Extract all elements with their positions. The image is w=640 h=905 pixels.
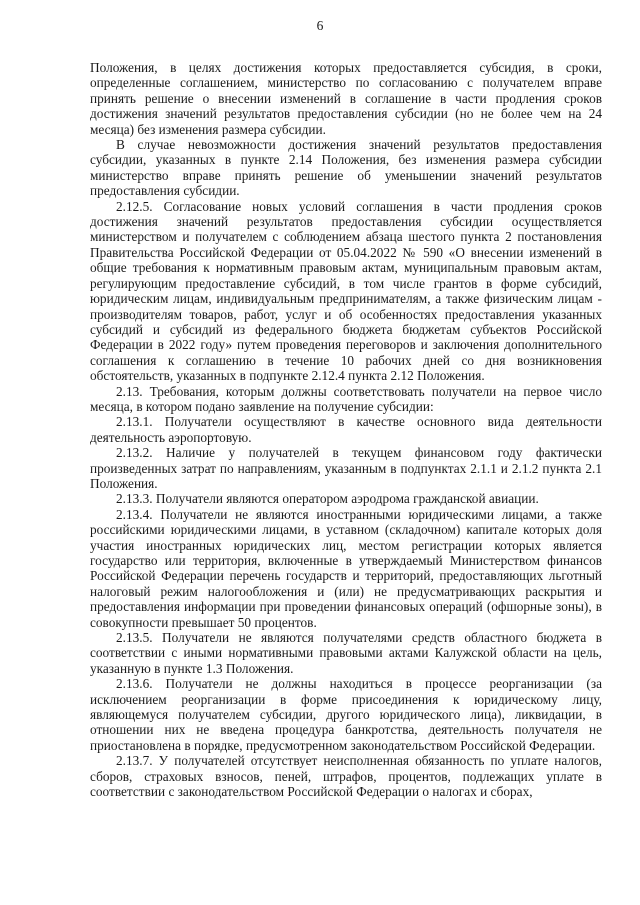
- paragraph-2-13-2: 2.13.2. Наличие у получателей в текущем финансовом году фактически произведенных затрат по направлениям, указанным в подпунктах 2.1.1 и 2.1.2 пункта 2.1 Положения.: [90, 445, 602, 491]
- paragraph-reduction-of-results: В случае невозможности достижения значений результатов предоставления субсидии, указанных в пункте 2.14 Положения, без изменения размера субсидии министерство вправе принять решение об уменьшении значений результатов предоставления субсидии.: [90, 137, 602, 199]
- paragraph-2-13-3: 2.13.3. Получатели являются оператором аэродрома гражданской авиации.: [116, 491, 539, 507]
- paragraph-2-13: 2.13. Требования, которым должны соответствовать получатели на первое число месяца, в котором подано заявление на получение субсидии:: [90, 383, 602, 414]
- paragraph-2-12-5: 2.12.5. Согласование новых условий соглашения в части продления сроков достижения значений результатов предоставления субсидии осуществляется министерством и получателем с соблюдением абзаца шестого пункта 2 постановления Правительства Российской Федерации от 05.04.2022 № 590 «О внесении изменений в общие требования к нормативным правовым актам, муниципальным правовым актам, регулирующим предоставление субсидий, в том числе грантов в форме субсидий, юридическим лицам, индивидуальным предпринимателям, а также физическим лицам - производителям товаров, работ, услуг и об особенностях предоставления указанных субсидий и субсидий из федерального бюджета бюджетам субъектов Российской Федерации в 2022 году» путем проведения переговоров и заключения дополнительного соглашения к соглашению в течение 10 рабочих дней со дня возникновения обстоятельств, указанных в подпункте 2.12.4 пункта 2.12 Положения.: [90, 198, 602, 384]
- paragraph-2-13-4: 2.13.4. Получатели не являются иностранными юридическими лицами, а также российскими юридическими лицами, в уставном (складочном) капитале которых доля участия иностранных юридических лиц, местом регистрации которых является государство или территория, включенные в утверждаемый Министерством финансов Российской Федерации перечень государств и территорий, предоставляющих льготный налоговый режим налогообложения и (или) не предусматривающих раскрытия и предоставления информации при проведении финансовых операций (офшорные зоны), в совокупности превышает 50 процентов.: [90, 506, 602, 630]
- page-number: 6: [316, 18, 324, 33]
- paragraph-2-13-6: 2.13.6. Получатели не должны находиться в процессе реорганизации (за исключением реорганизации в форме присоединения к юридическому лицу, являющемуся получателем субсидии, другого юридического лица), ликвидации, в отношении них не введена процедура банкротства, деятельность получателя не приостановлена в порядке, предусмотренном законодательством Российской Федерации.: [90, 676, 602, 753]
- paragraph-continuation: Положения, в целях достижения которых предоставляется субсидия, в сроки, определенные соглашением, министерство по согласованию с получателем вправе принять решение о внесении изменений в соглашение в части продления сроков достижения значений результатов предоставления субсидии (но не более чем на 24 месяца) без изменения размера субсидии.: [90, 60, 602, 137]
- paragraph-2-13-7: 2.13.7. У получателей отсутствует неисполненная обязанность по уплате налогов, сборов, страховых взносов, пеней, штрафов, процентов, подлежащих уплате в соответствии с законодательством Российской Федерации о налогах и сборах,: [90, 753, 602, 800]
- document-body: [90, 60, 602, 800]
- paragraph-2-13-5: 2.13.5. Получатели не являются получателями средств областного бюджета в соответствии с иными нормативными правовыми актами Калужской области на цель, указанную в пункте 1.3 Положения.: [90, 630, 602, 676]
- paragraph-2-13-1: 2.13.1. Получатели осуществляют в качестве основного вида деятельности деятельность аэропортовую.: [90, 414, 602, 445]
